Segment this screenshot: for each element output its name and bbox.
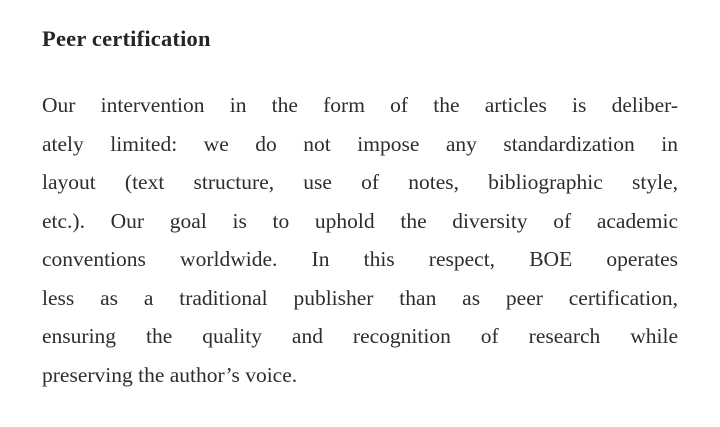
paragraph-line: less as a traditional publisher than as peer certification, bbox=[42, 285, 678, 310]
paragraph-line: etc.). Our goal is to uphold the diversity of academic bbox=[42, 208, 678, 233]
body-paragraph bbox=[42, 86, 678, 394]
paragraph-line: conventions worldwide. In this respect, BOE operates bbox=[42, 247, 678, 271]
paragraph-line: Our intervention in the form of the articles is deliber- bbox=[42, 93, 678, 117]
paragraph-line: ately limited: we do not impose any standardization in bbox=[42, 131, 678, 156]
paragraph-line: preserving the author’s voice. bbox=[42, 362, 298, 387]
section-heading: Peer certification bbox=[42, 26, 211, 51]
paragraph-line: ensuring the quality and recognition of research while bbox=[42, 324, 678, 348]
paragraph-line: layout (text structure, use of notes, bibliographic style, bbox=[42, 170, 678, 194]
